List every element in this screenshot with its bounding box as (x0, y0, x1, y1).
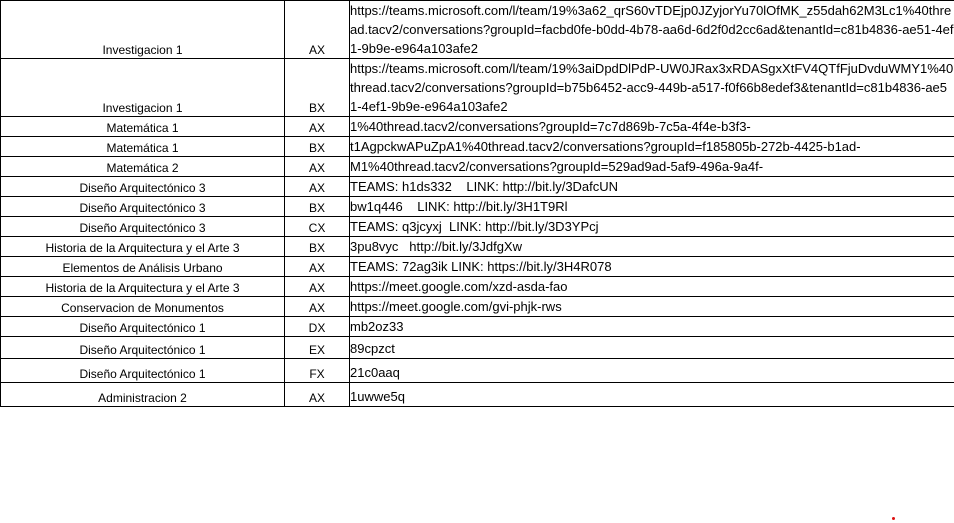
link-cell[interactable]: 1%40thread.tacv2/conversations?groupId=7c7d869b-7c5a-4f4e-b3f3- (350, 117, 954, 137)
link-cell[interactable]: M1%40thread.tacv2/conversations?groupId=529ad9ad-5af9-496a-9a4f- (350, 157, 954, 177)
course-cell[interactable]: Matemática 2 (1, 157, 285, 177)
table-row (1, 157, 954, 177)
table-row (1, 237, 954, 257)
course-cell[interactable]: Conservacion de Monumentos (1, 297, 285, 317)
link-cell[interactable]: TEAMS: 72ag3ik LINK: https://bit.ly/3H4R078 (350, 257, 954, 277)
table-row (1, 383, 954, 407)
course-cell[interactable]: Investigacion 1 (1, 59, 285, 117)
course-cell[interactable]: Diseño Arquitectónico 1 (1, 317, 285, 337)
table-row (1, 217, 954, 237)
link-cell[interactable]: TEAMS: h1ds332 LINK: http://bit.ly/3DafcUN (350, 177, 954, 197)
section-cell[interactable]: AX (285, 297, 350, 317)
link-cell[interactable]: TEAMS: q3jcyxj LINK: http://bit.ly/3D3YPcj (350, 217, 954, 237)
section-cell[interactable]: AX (285, 177, 350, 197)
link-cell[interactable]: https://teams.microsoft.com/l/team/19%3a62_qrS60vTDEjp0JZyjorYu70lOfMK_z55dah62M3Lc1%40thread.tacv2/conversations?groupId=facbd0fe-b0dd-4b78-aa6d-6d2f0d2cc6ad&tenantId=c81b4836-ae51-4ef1-9b9e-e964a103afe2 (350, 1, 954, 59)
link-cell[interactable]: https://meet.google.com/gvi-phjk-rws (350, 297, 954, 317)
table-row (1, 137, 954, 157)
table-row (1, 257, 954, 277)
course-cell[interactable]: Administracion 2 (1, 383, 285, 407)
table-row (1, 59, 954, 117)
table-row (1, 337, 954, 359)
section-cell[interactable]: BX (285, 197, 350, 217)
course-cell[interactable]: Diseño Arquitectónico 1 (1, 359, 285, 383)
section-cell[interactable]: AX (285, 157, 350, 177)
link-cell[interactable]: https://teams.microsoft.com/l/team/19%3aiDpdDlPdP-UW0JRax3xRDASgxXtFV4QTfFjuDvduWMY1%40thread.tacv2/conversations?groupId=b75b6452-acc9-449b-a517-f0f66b8edef3&tenantId=c81b4836-ae51-4ef1-9b9e-e964a103afe2 (350, 59, 954, 117)
course-cell[interactable]: Matemática 1 (1, 117, 285, 137)
section-cell[interactable]: BX (285, 237, 350, 257)
course-cell[interactable]: Diseño Arquitectónico 1 (1, 337, 285, 359)
table-row (1, 117, 954, 137)
section-cell[interactable]: EX (285, 337, 350, 359)
section-cell[interactable]: FX (285, 359, 350, 383)
section-cell[interactable]: AX (285, 383, 350, 407)
table-row (1, 277, 954, 297)
link-cell[interactable]: 1uwwe5q (350, 383, 954, 407)
section-cell[interactable]: BX (285, 59, 350, 117)
red-dot-mark (892, 517, 895, 520)
course-cell[interactable]: Matemática 1 (1, 137, 285, 157)
course-cell[interactable]: Elementos de Análisis Urbano (1, 257, 285, 277)
course-cell[interactable]: Diseño Arquitectónico 3 (1, 217, 285, 237)
table-row (1, 1, 954, 59)
section-cell[interactable]: AX (285, 1, 350, 59)
course-cell[interactable]: Historia de la Arquitectura y el Arte 3 (1, 277, 285, 297)
link-cell[interactable]: 89cpzct (350, 337, 954, 359)
section-cell[interactable]: AX (285, 257, 350, 277)
section-cell[interactable]: DX (285, 317, 350, 337)
table-row (1, 297, 954, 317)
table-row (1, 177, 954, 197)
course-cell[interactable]: Investigacion 1 (1, 1, 285, 59)
section-cell[interactable]: BX (285, 137, 350, 157)
link-cell[interactable]: https://meet.google.com/xzd-asda-fao (350, 277, 954, 297)
section-cell[interactable]: CX (285, 217, 350, 237)
course-cell[interactable]: Diseño Arquitectónico 3 (1, 197, 285, 217)
section-cell[interactable]: AX (285, 277, 350, 297)
link-cell[interactable]: bw1q446 LINK: http://bit.ly/3H1T9Rl (350, 197, 954, 217)
course-cell[interactable]: Diseño Arquitectónico 3 (1, 177, 285, 197)
table-row (1, 197, 954, 217)
link-cell[interactable]: 3pu8vyc http://bit.ly/3JdfgXw (350, 237, 954, 257)
link-cell[interactable]: mb2oz33 (350, 317, 954, 337)
link-cell[interactable]: t1AgpckwAPuZpA1%40thread.tacv2/conversations?groupId=f185805b-272b-4425-b1ad- (350, 137, 954, 157)
course-cell[interactable]: Historia de la Arquitectura y el Arte 3 (1, 237, 285, 257)
section-cell[interactable]: AX (285, 117, 350, 137)
table-row (1, 317, 954, 337)
table-row (1, 359, 954, 383)
link-cell[interactable]: 21c0aaq (350, 359, 954, 383)
